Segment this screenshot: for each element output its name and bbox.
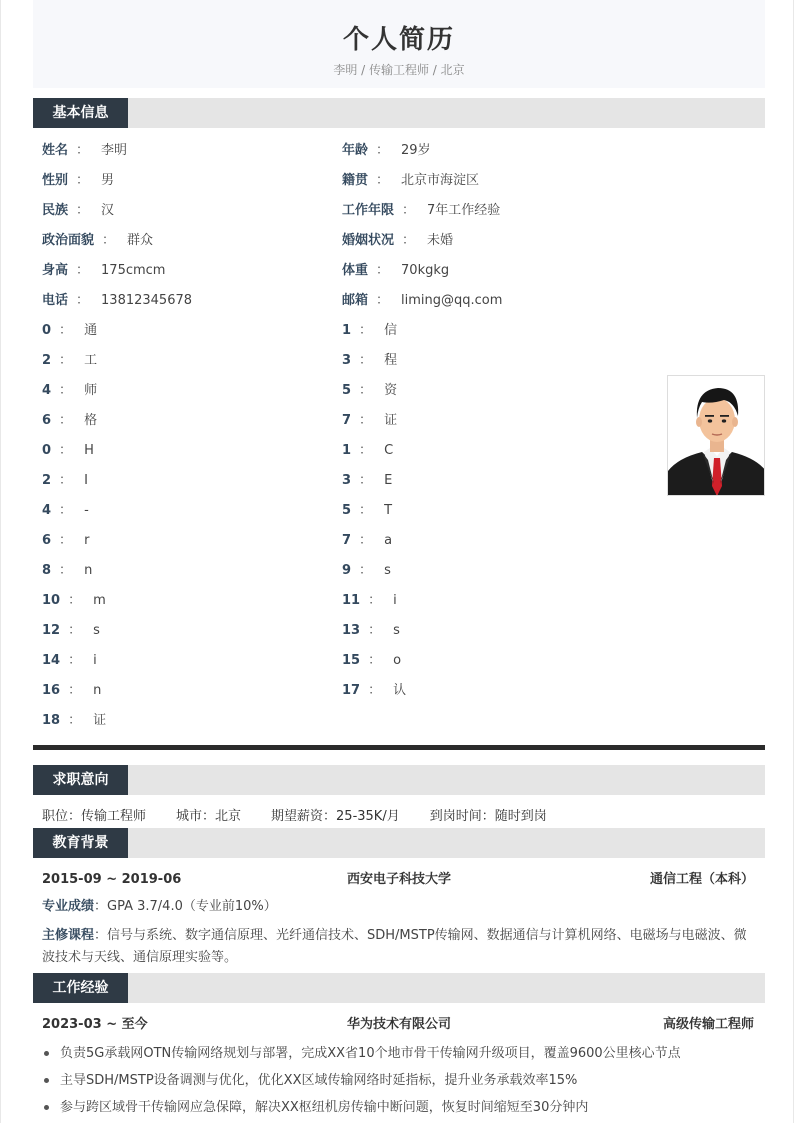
info-value: s [93, 623, 100, 638]
info-value: 未婚 [427, 233, 454, 248]
info-row [42, 286, 642, 316]
page-title: 个人简历 [342, 25, 455, 55]
info-field [342, 286, 642, 316]
info-value: 认 [393, 683, 407, 698]
info-value: 汉 [101, 203, 115, 218]
info-field [342, 346, 642, 376]
info-colon: ： [359, 503, 373, 518]
info-label: 2 [42, 353, 52, 368]
info-value: E [384, 473, 393, 488]
info-field [42, 496, 342, 526]
info-row [42, 556, 642, 586]
info-colon: ： [59, 413, 73, 428]
info-label: 11 [342, 593, 361, 608]
info-value: r [84, 533, 90, 548]
info-value: 格 [84, 413, 98, 428]
info-field [342, 616, 642, 646]
info-field [42, 406, 342, 436]
info-row [42, 676, 642, 706]
info-colon: ： [76, 203, 90, 218]
work-bullet: 负责5G承载网OTN传输网络规划与部署，完成XX省10个地市骨干传输网升级项目，覆盖9600公里核心节点 [42, 1040, 754, 1067]
job-intent-row [42, 806, 577, 828]
info-colon: ： [59, 383, 73, 398]
work-bullet: 参与跨区域骨干传输网应急保障，解决XX枢纽机房传输中断问题，恢复时间缩短至30分钟内 [42, 1094, 754, 1121]
info-label: 邮箱 [342, 293, 369, 308]
info-colon: ： [359, 413, 373, 428]
info-field [42, 526, 342, 556]
info-label: 5 [342, 383, 352, 398]
score-label: 专业成绩 [42, 899, 95, 914]
info-colon: ： [76, 293, 90, 308]
info-value: 男 [101, 173, 115, 188]
info-value: s [384, 563, 391, 578]
info-field [342, 226, 642, 256]
info-row [42, 466, 642, 496]
info-colon: ： [402, 233, 416, 248]
info-value: 175cmcm [101, 263, 166, 278]
info-colon: ： [359, 353, 373, 368]
education-major: 通信工程（本科） [649, 872, 754, 887]
info-row [42, 346, 642, 376]
work-period: 2023-03 ~ 至今 [42, 1017, 148, 1032]
info-colon: ： [68, 623, 82, 638]
info-field [42, 196, 342, 226]
info-colon: ： [368, 683, 382, 698]
info-row [42, 376, 642, 406]
work-bullet: 主导SDH/MSTP设备调测与优化，优化XX区域传输网络时延指标，提升业务承载效率15% [42, 1067, 754, 1094]
info-row [42, 316, 642, 346]
info-colon: ： [376, 143, 390, 158]
work-bullets [42, 1040, 754, 1121]
courses-value: ：信号与系统、数字通信原理、光纤通信技术、SDH/MSTP传输网、数据通信与计算机网络、电磁场与电磁波、微波技术与天线、通信原理实验等。 [42, 928, 747, 965]
info-value: i [93, 653, 97, 668]
info-label: 民族 [42, 203, 69, 218]
info-field [42, 226, 342, 256]
info-label: 3 [342, 473, 352, 488]
education-courses [42, 925, 756, 969]
info-value: 北京市海淀区 [401, 173, 480, 188]
intent-salary: 期望薪资：25-35K/月 [271, 809, 400, 824]
info-field [42, 256, 342, 286]
info-label: 婚姻状况 [342, 233, 395, 248]
info-row [42, 136, 642, 166]
info-label: 1 [342, 443, 352, 458]
info-value: 13812345678 [101, 293, 193, 308]
info-colon: ： [68, 593, 82, 608]
info-field [42, 706, 347, 736]
section-work-experience [33, 973, 765, 1003]
info-label: 6 [42, 413, 52, 428]
info-value: 程 [384, 353, 398, 368]
info-label: 4 [42, 503, 52, 518]
info-row [42, 166, 642, 196]
info-field [342, 196, 642, 226]
info-row [42, 256, 642, 286]
section-job-intent [33, 765, 765, 795]
info-label: 15 [342, 653, 361, 668]
info-colon: ： [59, 563, 73, 578]
info-colon: ： [68, 683, 82, 698]
info-value: a [384, 533, 393, 548]
info-label: 3 [342, 353, 352, 368]
avatar-illustration [668, 376, 765, 496]
info-field [42, 616, 342, 646]
info-colon: ： [376, 293, 390, 308]
work-company: 华为技术有限公司 [347, 1017, 452, 1032]
info-row [42, 436, 642, 466]
info-colon: ： [368, 653, 382, 668]
info-field [342, 556, 642, 586]
info-label: 电话 [42, 293, 69, 308]
info-label: 0 [42, 443, 52, 458]
info-label: 10 [42, 593, 61, 608]
info-label: 7 [342, 533, 352, 548]
info-value: 70kgkg [401, 263, 450, 278]
info-colon: ： [59, 353, 73, 368]
info-label: 体重 [342, 263, 369, 278]
info-field [42, 466, 342, 496]
info-row [42, 586, 642, 616]
info-row [42, 406, 642, 436]
info-colon: ： [59, 323, 73, 338]
info-value: I [84, 473, 88, 488]
info-field [42, 376, 342, 406]
info-value: C [384, 443, 394, 458]
info-label: 0 [42, 323, 52, 338]
info-field [42, 316, 342, 346]
info-colon: ： [76, 173, 90, 188]
info-label: 16 [42, 683, 61, 698]
info-value: n [84, 563, 93, 578]
info-label: 年龄 [342, 143, 369, 158]
info-label: 6 [42, 533, 52, 548]
education-header [42, 869, 754, 891]
info-field [42, 676, 342, 706]
info-colon: ： [368, 623, 382, 638]
info-row [42, 526, 642, 556]
info-field [42, 436, 342, 466]
section-title-intent: 求职意向 [33, 765, 128, 795]
info-label: 1 [342, 323, 352, 338]
info-colon: ： [359, 563, 373, 578]
info-colon: ： [59, 473, 73, 488]
info-value: m [93, 593, 106, 608]
info-field [42, 646, 342, 676]
section-title-basic: 基本信息 [33, 98, 128, 128]
info-colon: ： [59, 443, 73, 458]
info-label: 8 [42, 563, 52, 578]
info-colon: ： [359, 533, 373, 548]
info-field [42, 346, 342, 376]
education-score [42, 896, 756, 918]
info-field [342, 406, 642, 436]
info-field [342, 526, 642, 556]
info-colon: ： [368, 593, 382, 608]
education-school: 西安电子科技大学 [347, 872, 452, 887]
work-title: 高级传输工程师 [662, 1017, 754, 1032]
info-colon: ： [359, 443, 373, 458]
education-period: 2015-09 ~ 2019-06 [42, 872, 182, 887]
info-value: 7年工作经验 [427, 203, 501, 218]
info-field [342, 136, 642, 166]
info-label: 13 [342, 623, 361, 638]
info-colon: ： [376, 173, 390, 188]
info-colon: ： [359, 383, 373, 398]
info-row [42, 226, 642, 256]
info-field [342, 586, 642, 616]
info-label: 14 [42, 653, 61, 668]
info-colon: ： [102, 233, 116, 248]
info-field [42, 136, 342, 166]
info-value: - [84, 503, 89, 518]
info-value: 信 [384, 323, 398, 338]
info-value: 工 [84, 353, 98, 368]
info-colon: ： [59, 503, 73, 518]
profile-photo [667, 375, 765, 496]
info-row [42, 616, 642, 646]
info-label: 17 [342, 683, 361, 698]
info-label: 7 [342, 413, 352, 428]
work-header [42, 1014, 754, 1036]
info-field [342, 436, 642, 466]
info-colon: ： [359, 323, 373, 338]
info-colon: ： [76, 263, 90, 278]
info-label: 姓名 [42, 143, 69, 158]
courses-label: 主修课程 [42, 928, 95, 943]
info-colon: ： [68, 653, 82, 668]
info-field [342, 376, 642, 406]
info-colon: ： [68, 713, 82, 728]
info-label: 4 [42, 383, 52, 398]
info-field [342, 646, 642, 676]
info-row [42, 196, 642, 226]
info-value: 29岁 [401, 143, 431, 158]
info-value: 群众 [127, 233, 154, 248]
info-value: 证 [384, 413, 398, 428]
info-label: 政治面貌 [42, 233, 95, 248]
info-value: i [393, 593, 397, 608]
info-label: 2 [42, 473, 52, 488]
score-value: ：GPA 3.7/4.0（专业前10%） [94, 899, 277, 914]
info-field [42, 586, 342, 616]
intent-position: 职位：传输工程师 [42, 809, 147, 824]
info-field [342, 676, 642, 706]
info-field [342, 316, 642, 346]
info-colon: ： [76, 143, 90, 158]
info-label: 9 [342, 563, 352, 578]
section-title-education: 教育背景 [33, 828, 128, 858]
info-row [42, 706, 642, 736]
info-field [42, 166, 342, 196]
info-value: 师 [84, 383, 98, 398]
info-value: s [393, 623, 400, 638]
info-label: 5 [342, 503, 352, 518]
info-value: T [384, 503, 393, 518]
info-value: 证 [93, 713, 107, 728]
info-value: 通 [84, 323, 98, 338]
info-field [42, 286, 342, 316]
info-label: 籍贯 [342, 173, 369, 188]
info-value: n [93, 683, 102, 698]
info-value: H [84, 443, 94, 458]
info-row [42, 646, 642, 676]
info-colon: ： [359, 473, 373, 488]
info-row [42, 496, 642, 526]
info-colon: ： [402, 203, 416, 218]
intent-arrival: 到岗时间：随时到岗 [429, 809, 547, 824]
info-label: 性别 [42, 173, 69, 188]
section-title-work: 工作经验 [33, 973, 128, 1003]
intent-city: 城市：北京 [176, 809, 242, 824]
page-subtitle: 李明 / 传输工程师 / 北京 [333, 63, 465, 77]
section-education [33, 828, 765, 858]
info-value: liming@qq.com [401, 293, 503, 308]
info-label: 12 [42, 623, 61, 638]
info-field [342, 256, 642, 286]
info-field [342, 496, 642, 526]
info-label: 身高 [42, 263, 69, 278]
info-value: o [393, 653, 402, 668]
info-field [342, 466, 642, 496]
info-colon: ： [376, 263, 390, 278]
info-value: 资 [384, 383, 398, 398]
info-value: 李明 [101, 143, 128, 158]
basic-info-grid [42, 136, 642, 736]
info-colon: ： [59, 533, 73, 548]
info-label: 18 [42, 713, 61, 728]
resume-header [33, 0, 765, 88]
info-label: 工作年限 [342, 203, 395, 218]
section-basic-info [33, 98, 765, 128]
info-field [42, 556, 342, 586]
info-field [342, 166, 642, 196]
section-divider [33, 745, 765, 750]
